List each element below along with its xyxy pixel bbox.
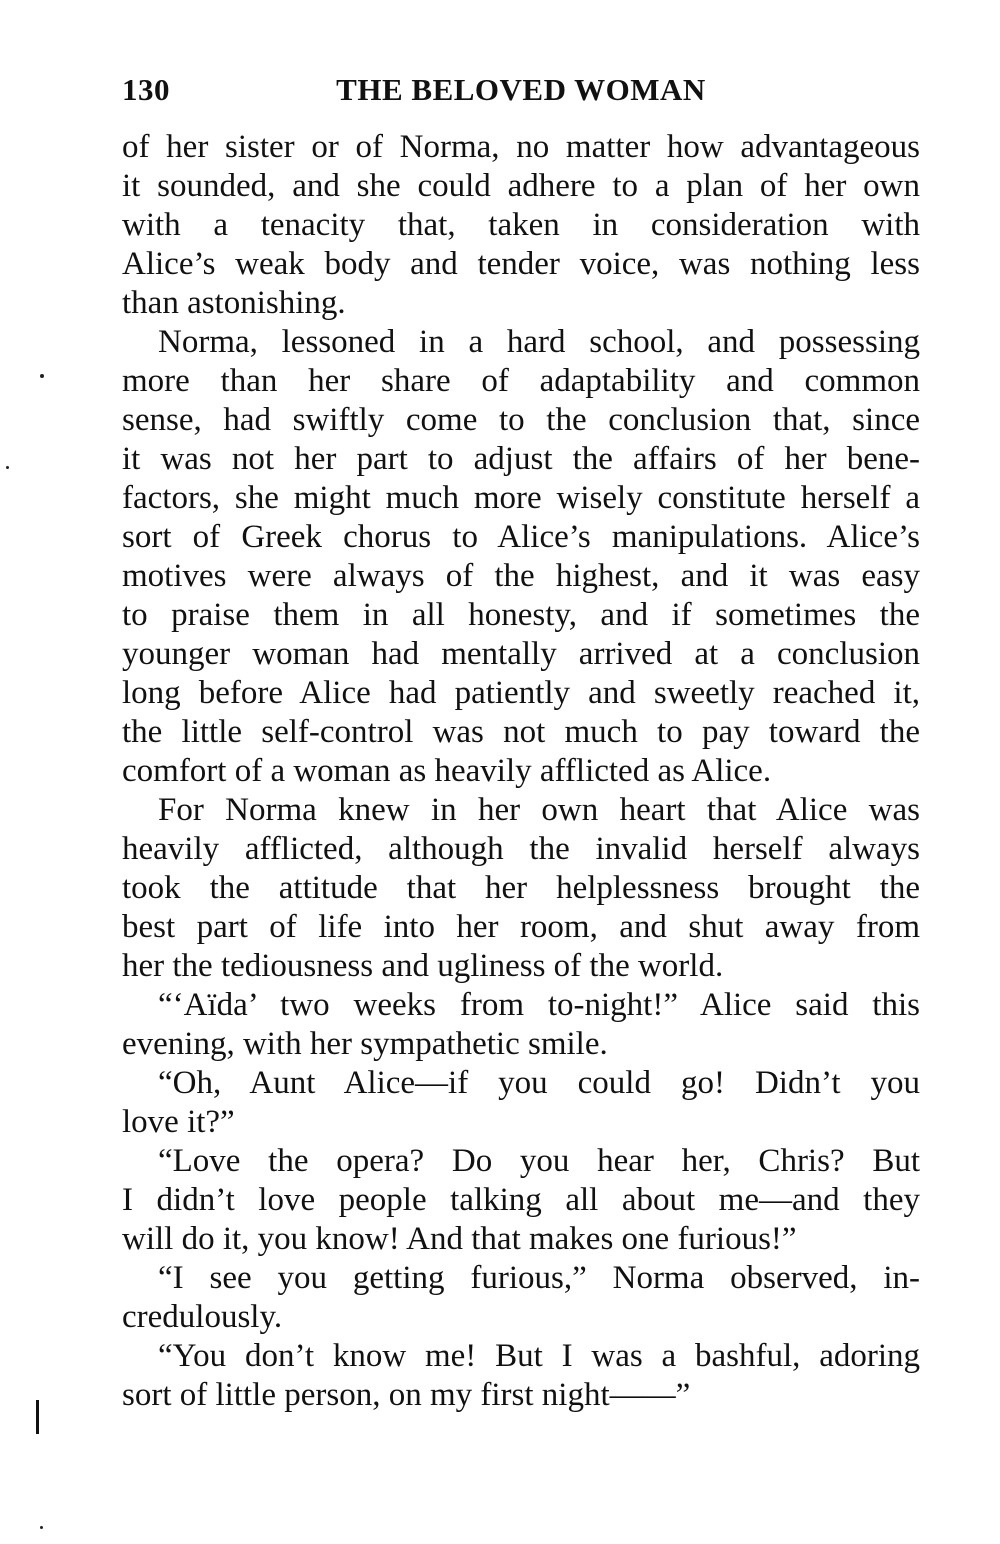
text-line: Norma, lessoned in a hard school, and possessing [158, 324, 920, 360]
text-line: “I see you getting furious,” Norma observed, in- [158, 1260, 920, 1296]
text-line: “‘Aïda’ two weeks from to-night!” Alice said this [158, 987, 920, 1023]
text-line: motives were always of the highest, and it was easy [122, 558, 920, 594]
text-line: her the tediousness and ugliness of the world. [122, 948, 724, 984]
text-line: evening, with her sympathetic smile. [122, 1026, 608, 1062]
text-line: will do it, you know! And that makes one furious!” [122, 1221, 797, 1257]
text-line: to praise them in all honesty, and if sometimes the [122, 597, 920, 633]
text-line: “Love the opera? Do you hear her, Chris? But [158, 1143, 920, 1179]
scan-speck [40, 374, 44, 378]
text-line: love it?” [122, 1104, 235, 1140]
body-text [122, 128, 920, 1415]
text-line: sort of Greek chorus to Alice’s manipulations. Alice’s [122, 519, 920, 555]
text-line: of her sister or of Norma, no matter how advantageous [122, 129, 920, 165]
text-line: “Oh, Aunt Alice—if you could go! Didn’t you [158, 1065, 920, 1101]
text-line: took the attitude that her helplessness brought the [122, 870, 920, 906]
text-line: younger woman had mentally arrived at a conclusion [122, 636, 920, 672]
text-line: For Norma knew in her own heart that Alice was [158, 792, 920, 828]
page-number: 130 [122, 72, 170, 107]
text-line: than astonishing. [122, 285, 346, 321]
text-line: long before Alice had patiently and sweetly reached it, [122, 675, 920, 711]
text-line: credulously. [122, 1299, 283, 1335]
text-line: more than her share of adaptability and common [122, 363, 920, 399]
text-line: sort of little person, on my first night——” [122, 1377, 691, 1413]
running-title: THE BELOVED WOMAN [336, 72, 706, 107]
text-line: heavily afflicted, although the invalid herself always [122, 831, 920, 867]
text-line: “You don’t know me! But I was a bashful, adoring [158, 1338, 920, 1374]
text-line: best part of life into her room, and shut away from [122, 909, 920, 945]
text-line: it sounded, and she could adhere to a plan of her own [122, 168, 920, 204]
text-line: I didn’t love people talking all about me—and they [122, 1182, 920, 1218]
text-line: comfort of a woman as heavily afflicted as Alice. [122, 753, 772, 789]
text-line: it was not her part to adjust the affairs of her bene- [122, 441, 920, 477]
scan-speck [40, 1526, 43, 1529]
text-line: factors, she might much more wisely constitute herself a [122, 480, 920, 516]
margin-mark [36, 1400, 39, 1434]
running-header [122, 68, 920, 114]
text-line: the little self-control was not much to pay toward the [122, 714, 920, 750]
text-line: with a tenacity that, taken in consideration with [122, 207, 920, 243]
text-line: sense, had swiftly come to the conclusion that, since [122, 402, 920, 438]
text-line: Alice’s weak body and tender voice, was nothing less [122, 246, 920, 282]
scan-speck [6, 466, 9, 469]
